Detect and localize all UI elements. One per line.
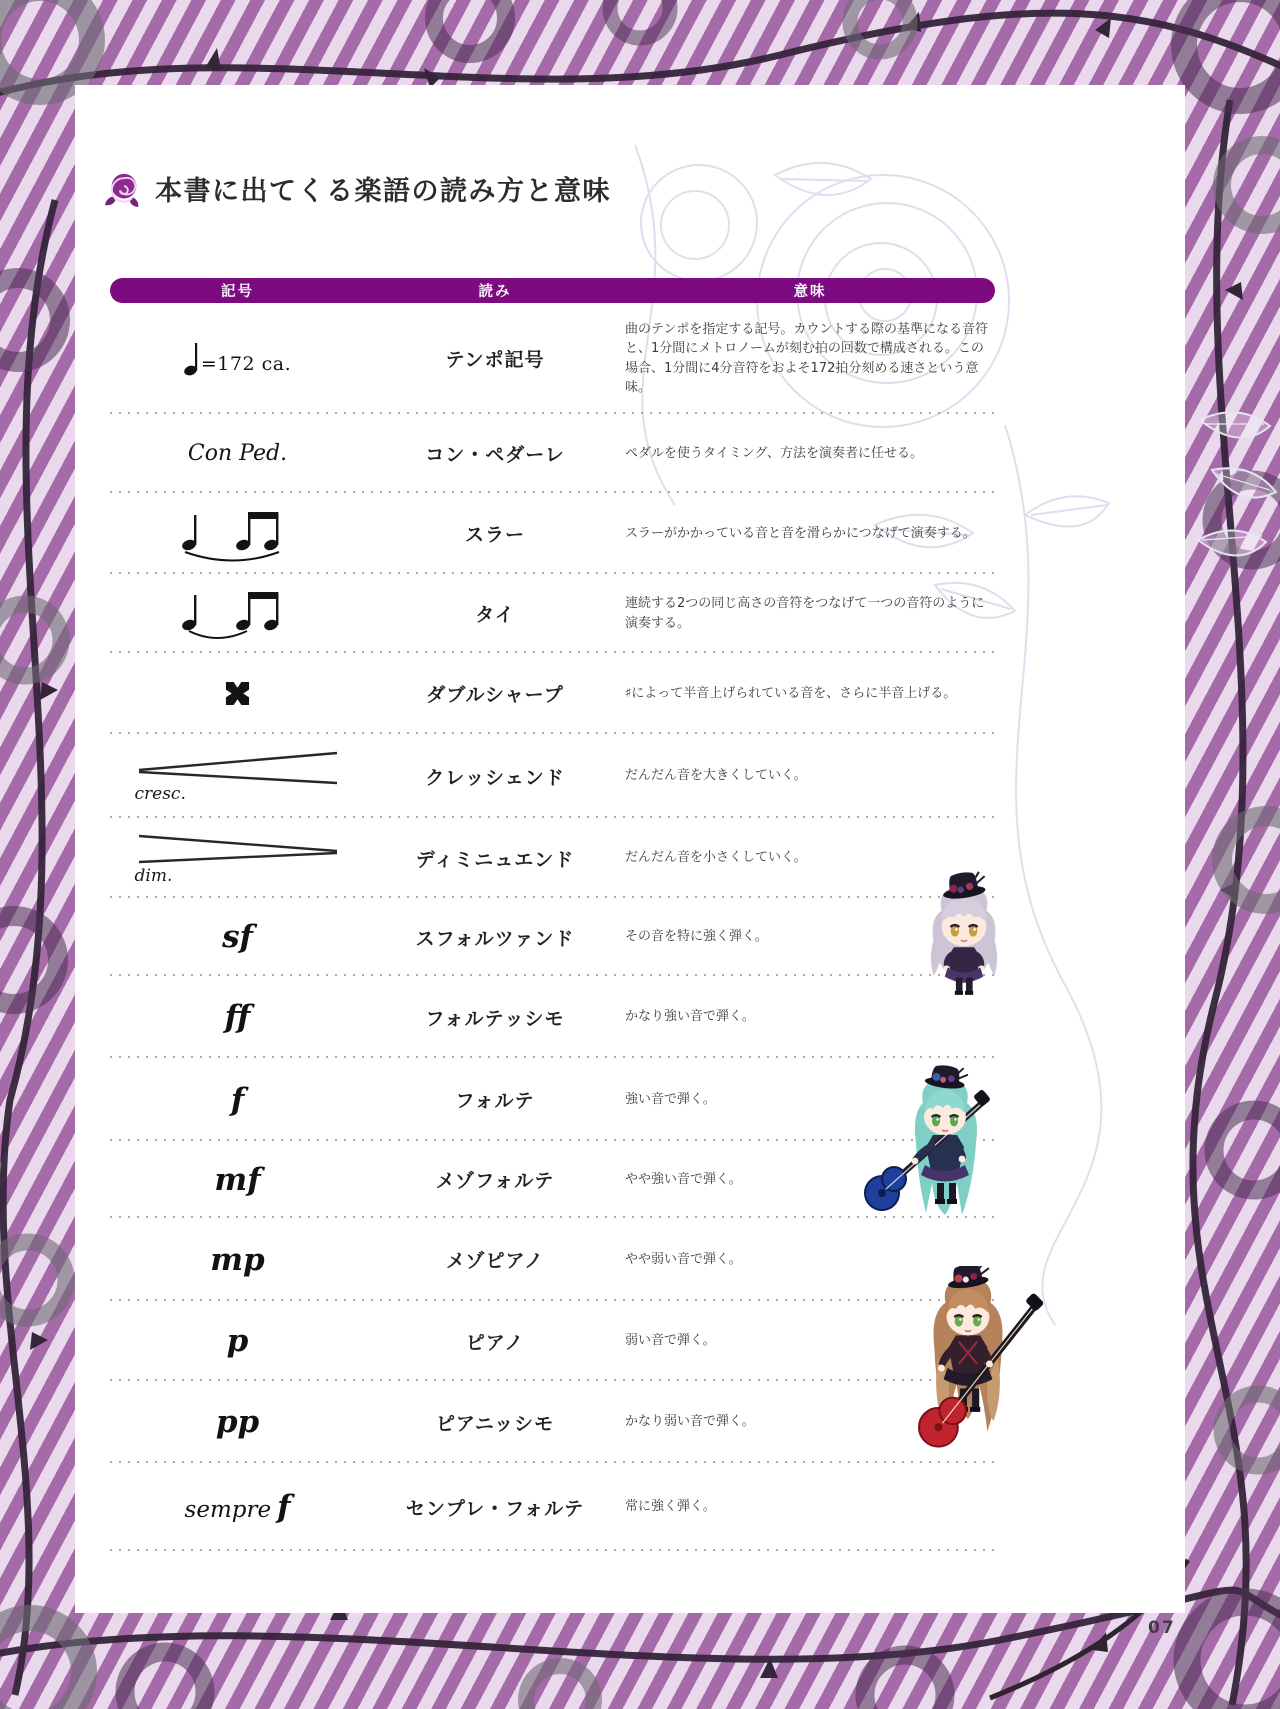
glossary-row: [110, 414, 995, 493]
chibi-character-brown-hair-bass: [890, 1266, 1046, 1466]
meaning-cell: スラーがかかっている音と音を滑らかにつなげて演奏する。: [625, 525, 976, 541]
reading-cell: タイ: [475, 604, 515, 626]
rose-icon: [105, 171, 143, 207]
reading-cell: メゾピアノ: [446, 1250, 544, 1272]
glossary-row: [110, 493, 995, 574]
reading-cell: ダブルシャープ: [426, 684, 564, 706]
meaning-cell: かなり弱い音で弾く。: [625, 1414, 755, 1430]
table-body: [110, 303, 995, 1551]
column-header-meaning: 意味: [793, 284, 827, 300]
slur-notes-icon: [175, 505, 300, 563]
symbol-cell: [110, 831, 365, 886]
glossary-row: [110, 818, 995, 898]
symbol-cell: [110, 1404, 365, 1440]
glossary-row: [110, 898, 995, 976]
glossary-row: [110, 653, 995, 734]
page-content: [75, 85, 1185, 1613]
symbol-cell: [110, 1242, 365, 1278]
symbol-cell: [110, 1489, 365, 1525]
quarter-note-icon: [184, 341, 199, 377]
tie-notes-icon: [175, 585, 300, 643]
table-header: [110, 278, 995, 303]
column-header-reading: 読み: [478, 284, 512, 300]
reading-cell: フォルテ: [455, 1090, 535, 1112]
symbol-cell: [110, 749, 365, 804]
reading-cell: フォルテッシモ: [425, 1007, 565, 1030]
glossary-row: [110, 574, 995, 653]
dynamic-marking: mp: [210, 1241, 265, 1278]
tempo-marking: =172 ca.: [184, 341, 291, 377]
reading-cell: センプレ・フォルテ: [405, 1497, 585, 1520]
dynamic-marking: mf: [214, 1161, 261, 1198]
dynamic-marking: sf: [222, 919, 253, 955]
symbol-cell: [110, 1323, 365, 1359]
reading-cell: コン・ペダーレ: [425, 444, 565, 466]
glossary-row: [110, 734, 995, 818]
glossary-table: [110, 278, 995, 1551]
crescendo-hairpin-icon: [135, 749, 341, 787]
reading-cell: スフォルツァンド: [415, 927, 575, 950]
glossary-row: [110, 303, 995, 414]
meaning-cell: やや弱い音で弾く。: [625, 1251, 742, 1267]
meaning-cell: ♯によって半音上げられている音を、さらに半音上げる。: [625, 685, 957, 701]
dynamic-marking: pp: [215, 1404, 260, 1440]
page-title-row: [105, 169, 611, 208]
symbol-cell: [110, 341, 365, 377]
meaning-cell: だんだん音を大きくしていく。: [625, 768, 807, 784]
crescendo-symbol: cresc.: [135, 749, 341, 804]
meaning-cell: かなり強い音で弾く。: [625, 1009, 755, 1025]
dynamic-marking: f: [230, 1081, 245, 1118]
reading-cell: ピアノ: [465, 1331, 525, 1354]
diminuendo-hairpin-icon: [135, 831, 341, 869]
meaning-cell: ペダルを使うタイミング、方法を演奏者に任せる。: [625, 445, 923, 461]
symbol-cell: [110, 999, 365, 1035]
meaning-cell: 弱い音で弾く。: [625, 1333, 716, 1349]
symbol-cell: [110, 1162, 365, 1198]
con-pedale-text: Con Ped.: [187, 441, 288, 466]
meaning-cell: だんだん音を小さくしていく。: [625, 850, 807, 866]
symbol-cell: [110, 505, 365, 563]
reading-cell: スラー: [464, 524, 525, 546]
reading-cell: ピアニッシモ: [435, 1412, 555, 1435]
dynamic-marking: p: [226, 1323, 249, 1359]
symbol-cell: [110, 919, 365, 955]
reading-cell: ディミニュエンド: [415, 848, 575, 871]
symbol-cell: [110, 441, 365, 466]
dynamic-marking: ff: [224, 999, 251, 1035]
reading-cell: メゾフォルテ: [435, 1170, 555, 1192]
diminuendo-symbol: dim.: [135, 831, 341, 886]
glossary-row: [110, 1463, 995, 1551]
double-sharp-icon: [225, 681, 250, 706]
symbol-cell: [110, 1082, 365, 1118]
page-title: 本書に出てくる楽語の読み方と意味: [155, 176, 611, 207]
reading-cell: テンポ記号: [445, 349, 545, 371]
symbol-cell: [110, 585, 365, 643]
page-number: 07: [1148, 1618, 1176, 1638]
glossary-row: [110, 1301, 995, 1381]
column-header-symbol: 記号: [221, 284, 254, 300]
glossary-row: [110, 976, 995, 1058]
meaning-cell: 曲のテンポを指定する記号。カウントする際の基準になる音符と、1分間にメトロノームが刻む拍の回数で構成される。この場合、1分間に4分音符をおよそ172拍分刻める速さという意味。: [625, 321, 988, 395]
meaning-cell: その音を特に強く弾く。: [625, 929, 768, 945]
sempre-forte-marking: sempre f: [184, 1489, 291, 1525]
reading-cell: クレッシェンド: [425, 766, 565, 789]
meaning-cell: 常に強く弾く。: [625, 1499, 716, 1515]
meaning-cell: 連続する2つの同じ高さの音符をつなげて一つの音符のように演奏する。: [625, 596, 985, 631]
meaning-cell: やや強い音で弾く。: [625, 1171, 742, 1187]
symbol-cell: [110, 681, 365, 706]
glossary-row: [110, 1381, 995, 1463]
chibi-character-silver-hair: [913, 870, 1015, 1000]
chibi-character-teal-hair-guitar: [830, 1062, 1015, 1240]
meaning-cell: 強い音で弾く。: [625, 1091, 716, 1107]
